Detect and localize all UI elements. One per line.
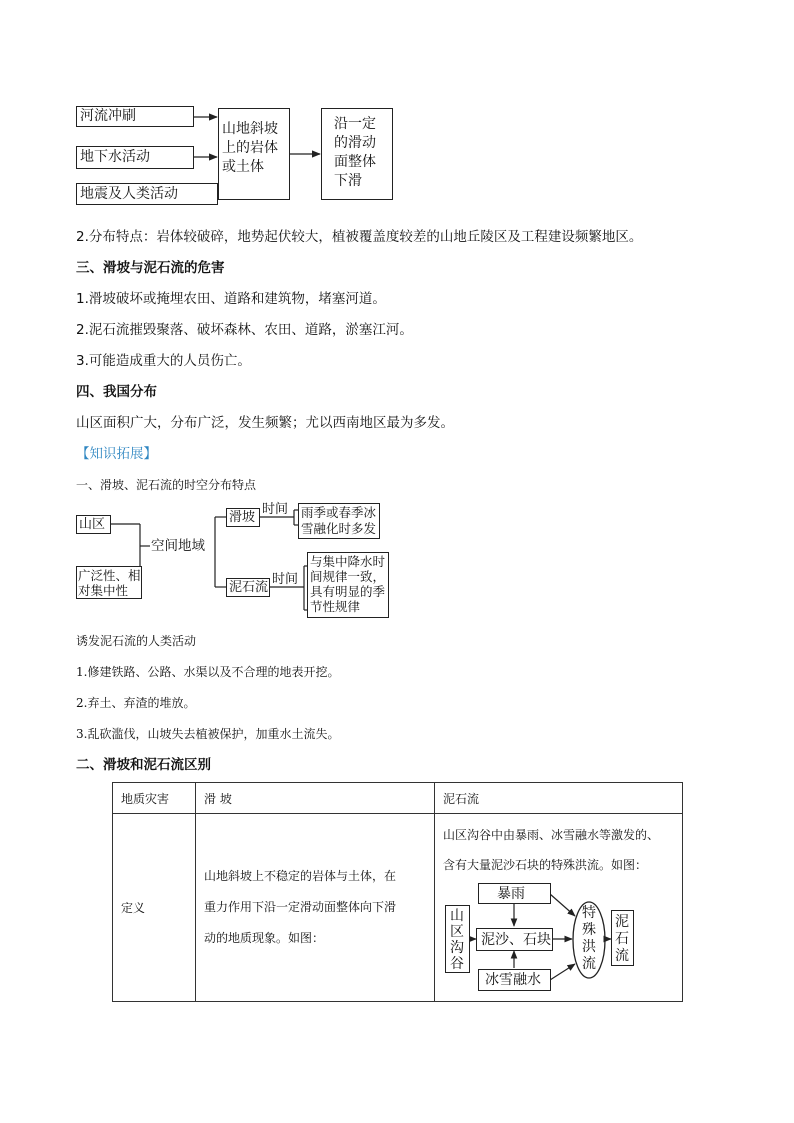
time-label: 时间	[262, 502, 289, 517]
harm-item: 2.泥石流摧毁聚落、破坏森林、农田、道路，淤塞江河。	[76, 322, 413, 338]
debris-time-line: 节性规律	[310, 599, 361, 614]
time-label: 时间	[272, 572, 299, 587]
cause-label: 地震及人类活动	[80, 186, 178, 202]
slope-line: 上的岩体	[222, 140, 278, 156]
valley-char: 谷	[450, 956, 464, 972]
debris-def-line: 含有大量泥沙石块的特殊洪流。如图：	[443, 858, 648, 872]
debris-flow-label: 泥石流	[229, 580, 269, 595]
landslide-time-box	[298, 503, 380, 539]
space-region-label: 空间地域	[151, 538, 205, 554]
result-line: 的滑动	[334, 135, 376, 151]
debris-char: 石	[615, 931, 629, 947]
china-distribution: 山区面积广大，分布广泛，发生频繁；尤以西南地区最为多发。	[76, 415, 454, 431]
landslide-def-line: 重力作用下沿一定滑动面整体向下滑	[204, 900, 397, 914]
knowledge-tag: 【知识拓展】	[76, 446, 157, 462]
debris-result-box	[611, 910, 634, 966]
result-line: 面整体	[334, 154, 376, 170]
distribution-paragraph: 2.分布特点：岩体较破碎，地势起伏较大，植被覆盖度较差的山地丘陵区及工程建设频繁地区。	[76, 229, 643, 245]
flood-char: 特	[582, 905, 596, 921]
landslide-def-line: 山地斜坡上不稳定的岩体与土体，在	[204, 869, 397, 883]
header-landslide: 滑 坡	[196, 783, 435, 814]
mountain-area-box	[76, 515, 111, 534]
snowmelt-box	[478, 969, 551, 991]
section-heading-china: 四、我国分布	[76, 384, 157, 400]
valley-char: 区	[450, 924, 464, 940]
mountain-area-label: 山区	[79, 517, 106, 532]
valley-char: 山	[450, 908, 464, 924]
induce-item: 2.弃土、弃渣的堆放。	[76, 696, 196, 710]
wide-line: 对集中性	[78, 583, 129, 598]
cause-label: 河流冲刷	[80, 108, 136, 124]
landslide-time-line: 雪融化时多发	[301, 521, 377, 536]
header-hazard: 地质灾害	[113, 783, 196, 814]
debris-def-line: 山区沟谷中由暴雨、冰雪融水等激发的、	[443, 828, 660, 842]
table-header-row	[113, 783, 683, 814]
debris-diagram-lines	[0, 870, 794, 995]
section-heading-difference: 二、滑坡和泥石流区别	[76, 757, 211, 773]
debris-char: 流	[615, 948, 629, 964]
valley-box	[445, 905, 470, 973]
induce-item: 3.乱砍滥伐，山坡失去植被保护，加重水土流失。	[76, 727, 340, 741]
debris-char: 泥	[615, 914, 629, 930]
rain-label: 暴雨	[497, 886, 525, 902]
rain-box	[478, 883, 551, 904]
flood-char: 洪	[582, 939, 596, 955]
slope-line: 或土体	[222, 159, 264, 175]
debris-time-line: 与集中降水时	[310, 554, 386, 569]
debris-flow-box	[226, 578, 270, 597]
debris-time-line: 间规律一致，	[310, 569, 386, 584]
slope-line: 山地斜坡	[222, 121, 278, 137]
landslide-box	[226, 508, 260, 527]
landslide-label: 滑坡	[229, 510, 256, 525]
valley-char: 沟	[450, 940, 464, 956]
result-line: 沿一定	[334, 116, 376, 132]
induce-title: 诱发泥石流的人类活动	[76, 634, 197, 648]
cause-label: 地下水活动	[80, 149, 150, 165]
spacetime-lines	[0, 495, 794, 630]
row-label: 定义	[113, 814, 196, 1002]
header-debris: 泥石流	[435, 783, 683, 814]
flow1-arrows	[0, 0, 794, 230]
flood-char: 流	[582, 956, 596, 972]
sediment-label: 泥沙、石块	[481, 932, 551, 948]
flood-char: 殊	[582, 922, 596, 938]
wide-line: 广泛性、相	[78, 568, 141, 583]
subheading-spacetime: 一、滑坡、泥石流的时空分布特点	[76, 478, 257, 492]
landslide-time-line: 雨季或春季冰	[301, 505, 377, 520]
snowmelt-label: 冰雪融水	[485, 972, 541, 988]
landslide-def-line: 动的地质现象。如图：	[204, 931, 325, 945]
harm-item: 1.滑坡破坏或掩埋农田、道路和建筑物，堵塞河道。	[76, 291, 386, 307]
harm-item: 3.可能造成重大的人员伤亡。	[76, 353, 251, 369]
result-line: 下滑	[334, 173, 362, 189]
induce-item: 1.修建铁路、公路、水渠以及不合理的地表开挖。	[76, 665, 340, 679]
wide-distribution-box	[76, 566, 142, 599]
sediment-box	[476, 928, 553, 951]
section-heading-harm: 三、滑坡与泥石流的危害	[76, 260, 225, 276]
debris-time-box	[307, 552, 389, 618]
debris-time-line: 具有明显的季	[310, 584, 386, 599]
